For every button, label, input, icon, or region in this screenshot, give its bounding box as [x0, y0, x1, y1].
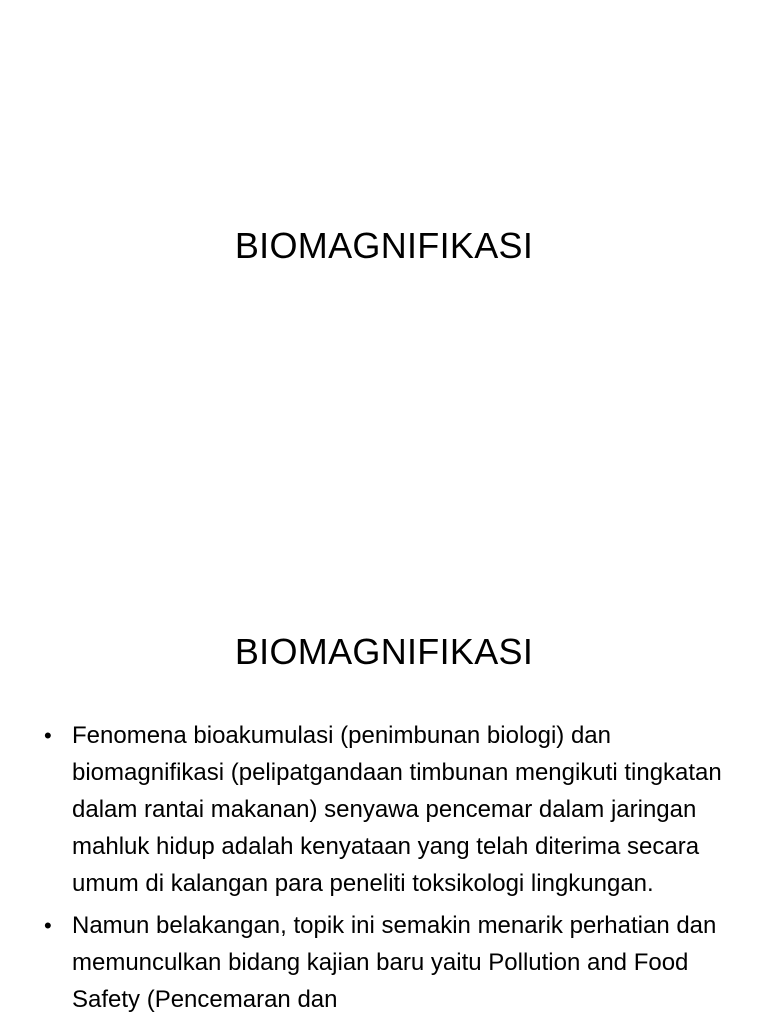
bullet-dot-icon: • [44, 913, 52, 938]
bullet-item [40, 717, 730, 902]
bullet-item [40, 907, 730, 1018]
slide-2-title: BIOMAGNIFIKASI [234, 631, 534, 672]
bullet-text: Fenomena bioakumulasi (penimbunan biologi) dan biomagnifikasi (pelipatgandaan timbunan mengikuti tingkatan dalam rantai makanan) senyawa pencemar dalam jaringan mahluk hidup adalah kenyataan yang telah diterima secara umum di kalangan para peneliti toksikologi lingkungan. [72, 722, 722, 897]
bullet-text: Namun belakangan, topik ini semakin menarik perhatian dan memunculkan bidang kajian baru yaitu Pollution and Food Safety (Pencemaran dan [72, 912, 717, 1013]
bullet-list [40, 717, 730, 1023]
slide-content [0, 576, 768, 1024]
bullet-dot-icon: • [44, 723, 52, 748]
slide-1-title: BIOMAGNIFIKASI [234, 225, 534, 266]
